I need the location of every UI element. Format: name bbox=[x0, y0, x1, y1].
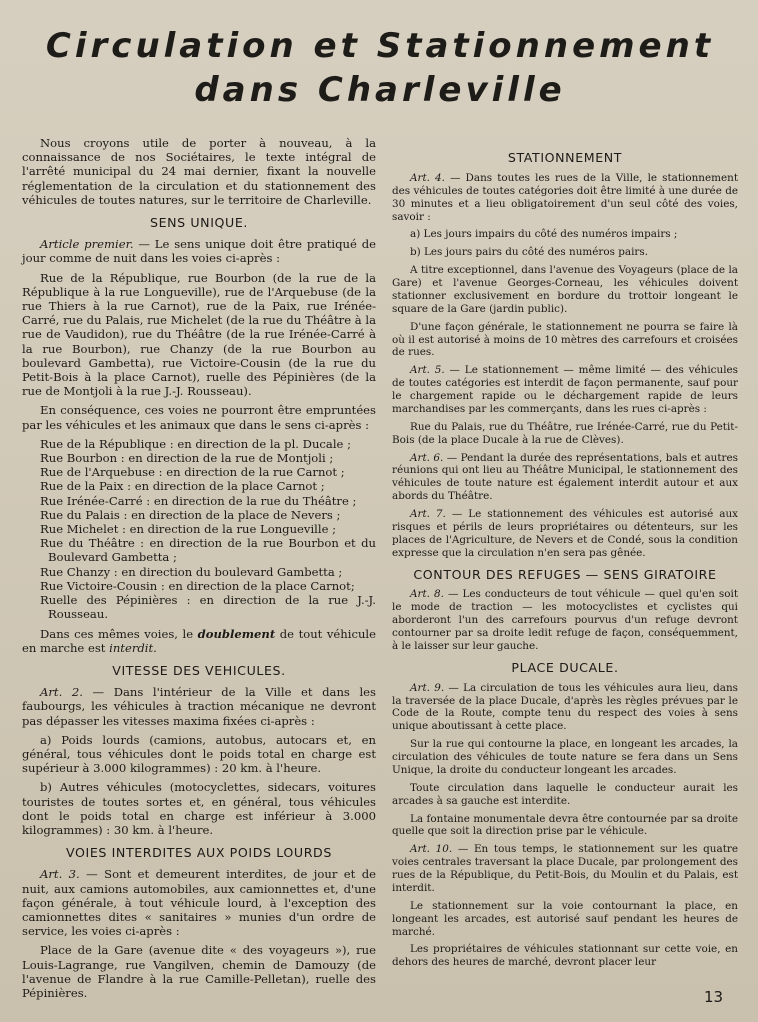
article-2 bbox=[22, 685, 376, 728]
article-10-label: Art. 10. bbox=[410, 843, 453, 856]
article-6-text: — Pendant la durée des représentations, bals et autres réunions qui ont lieu au Théâtre Municipal, le stationnement des véhicules de toute nature est également interdit autour et aux abords du Théâtre. bbox=[392, 451, 738, 503]
doublement-text-c: de tout véhicule en marche est bbox=[22, 626, 376, 655]
doublement-interdit: interdit. bbox=[109, 640, 157, 655]
article-7-label: Art. 7. bbox=[410, 508, 446, 520]
article-10-b: Le stationnement sur la voie contournant la place, en longeant les arcades, est autorisé sauf pendant les heures de marché. bbox=[392, 899, 738, 938]
direction-item: Rue Victoire-Cousin : en direction de la place Carnot; bbox=[40, 578, 355, 593]
article-1 bbox=[22, 237, 376, 265]
article-4-b: b) Les jours pairs du côté des numéros pairs. bbox=[410, 246, 649, 259]
heading-voies-interdites: VOIES INTERDITES AUX POIDS LOURDS bbox=[66, 845, 332, 861]
direction-item: Rue de l'Arquebuse : en direction de la rue Carnot ; bbox=[40, 465, 345, 480]
article-8-text: — Les conducteurs de tout véhicule — quel qu'en soit le mode de traction — les motocyclistes et cyclistes qui aborderont l'un des carrefours pourvus d'un refuge devront contourner par sa droite ledit refuge de façon, conséquemment, à le laisser sur leur gauche. bbox=[392, 588, 739, 652]
direction-item: Rue du Théâtre : en direction de la rue Bourbon et du Boulevard Gambetta ; bbox=[40, 536, 376, 565]
article-4-label: Art. 4. bbox=[410, 171, 445, 184]
article-5-label: Art. 5. bbox=[410, 364, 445, 377]
heading-contour-refuges: CONTOUR DES REFUGES — SENS GIRATOIRE bbox=[413, 566, 717, 582]
article-2-a: a) Poids lourds (camions, autobus, autocars et, en général, tous véhicules dont le poids total en charge est supérieur à 3.000 kilogrammes) : 20 km. à l'heure. bbox=[22, 732, 376, 776]
article-7-text: — Le stationnement des véhicules est autorisé aux risques et périls de leurs propriétaires ou détenteurs, sur les places de l'Agriculture, de Nevers et de Condé, sous la condition expresse que la circulation n'en sera pas gênée. bbox=[392, 508, 739, 559]
article-5-list: Rue du Palais, rue du Théâtre, rue Irénée-Carré, rue du Petit-Bois (de la place Ducale à la rue de Clèves). bbox=[392, 420, 738, 446]
article-5-text: — Le stationnement — même limité — des véhicules de toutes catégories est interdit de façon permanente, sauf pour le chargement rapide ou le déchargement rapide de leurs marchandises par les commerçants, dans les rues ci-après : bbox=[392, 364, 738, 415]
heading-stationnement: STATIONNEMENT bbox=[507, 150, 623, 165]
page-title-line-2: dans Charleville bbox=[194, 70, 566, 110]
article-3-text: — Sont et demeurent interdites, de jour et de nuit, aux camions automobiles, aux camionnettes et, d'une façon générale, à tout véhicule lourd, à l'exception des camionnettes dites « sanitaires » munies d'un ordre de service, les voies ci-après : bbox=[22, 867, 377, 939]
direction-list bbox=[22, 437, 376, 622]
doublement-paragraph bbox=[22, 627, 376, 655]
heading-sens-unique: SENS UNIQUE. bbox=[149, 215, 248, 231]
direction-item: Rue de la République : en direction de la pl. Ducale ; bbox=[40, 436, 351, 451]
page-number: 13 bbox=[704, 988, 724, 1006]
direction-item: Rue de la Paix : en direction de la place Carnot ; bbox=[40, 479, 325, 494]
left-column bbox=[22, 136, 376, 1005]
article-9-b: Sur la rue qui contourne la place, en longeant les arcades, la circulation des véhicules de toute nature se fera dans un Sens Unique, la droite du conducteur longeant les arcades. bbox=[392, 738, 738, 776]
article-7 bbox=[392, 508, 738, 560]
article-10 bbox=[392, 843, 738, 895]
direction-item: Rue Irénée-Carré : en direction de la rue du Théâtre ; bbox=[40, 493, 357, 508]
article-3-label: Art. 3. bbox=[40, 867, 80, 882]
direction-item: Rue Bourbon : en direction de la rue de Montjoli ; bbox=[40, 451, 334, 466]
article-3 bbox=[22, 867, 376, 938]
article-4-a: a) Les jours impairs du côté des numéros impairs ; bbox=[410, 228, 678, 241]
right-column bbox=[392, 152, 738, 974]
direction-item: Ruelle des Pépinières : en direction de la rue J.-J. Rousseau. bbox=[40, 593, 376, 622]
article-4-general: D'une façon générale, le stationnement ne pourra se faire là où il est autorisé à moins de 10 mètres des carrefours et croisées de rues. bbox=[392, 320, 738, 359]
article-9-c: Toute circulation dans laquelle le conducteur aurait les arcades à sa gauche est interdite. bbox=[392, 781, 738, 807]
doublement-text-a: Dans ces mêmes voies, le bbox=[40, 626, 198, 641]
article-1-label: Article premier. bbox=[40, 237, 134, 252]
doublement-emphasis: doublement bbox=[197, 626, 276, 641]
article-2-label: Art. 2. bbox=[40, 685, 83, 700]
direction-item: Rue du Palais : en direction de la place de Nevers ; bbox=[40, 507, 341, 522]
article-10-c: Les propriétaires de véhicules stationnant sur cette voie, en dehors des heures de marché, devront placer leur bbox=[392, 943, 738, 969]
article-4-exception: A titre exceptionnel, dans l'avenue des Voyageurs (place de la Gare) et l'avenue Georges-Corneau, les véhicules doivent stationner exclusivement en bordure du trottoir longeant le square de la Gare (jardin public). bbox=[392, 264, 738, 315]
article-6 bbox=[392, 452, 738, 504]
article-8-label: Art. 8. bbox=[410, 588, 444, 601]
article-4 bbox=[392, 172, 738, 224]
direction-item: Rue Chanzy : en direction du boulevard Gambetta ; bbox=[40, 564, 343, 579]
article-4-text: — Dans toutes les rues de la Ville, le stationnement des véhicules de toutes catégories doit être limité à une durée de 30 minutes et a lieu obligatoirement d'un seul côté des voies, savoir : bbox=[392, 171, 738, 223]
article-5 bbox=[392, 364, 738, 416]
direction-item: Rue Michelet : en direction de la rue Longueville ; bbox=[40, 522, 337, 537]
article-9-text: — La circulation de tous les véhicules aura lieu, dans la traversée de la place Ducale, d'après les règles prévues par le Code de la Route, compte tenu du respect des voies à sens unique aboutissant à cette place. bbox=[392, 681, 738, 733]
article-10-text: — En tous temps, le stationnement sur les quatre voies centrales traversant la place Ducale, par prolongement des rues de la République, du Petit-Bois, du Moulin et du Palais, est interdit. bbox=[392, 843, 738, 894]
article-1-text: — Le sens unique doit être pratiqué de jour comme de nuit dans les voies ci-après : bbox=[22, 237, 376, 266]
article-2-b: b) Autres véhicules (motocyclettes, sidecars, voitures touristes de toutes sortes et, en général, tous véhicules dont le poids total en charge est inférieur à 3.000 kilogrammes) : 30 km. à l'heure. bbox=[22, 780, 376, 837]
heading-vitesse: VITESSE DES VEHICULES. bbox=[112, 662, 286, 678]
intro-paragraph: Nous croyons utile de porter à nouveau, à la connaissance de nos Sociétaires, le texte intégral de l'arrêté municipal du 24 mai dernier, fixant la nouvelle réglementation de la circulation et du stationnement des véhicules de toutes natures, sur le territoire de Charleville. bbox=[22, 136, 376, 207]
article-9 bbox=[392, 682, 738, 734]
article-2-text: — Dans l'intérieur de la Ville et dans les faubourgs, les véhicules à traction mécanique ne devront pas dépasser les vitesses maxima fixées ci-après : bbox=[22, 685, 376, 728]
article-9-label: Art. 9. bbox=[410, 681, 445, 694]
article-9-d: La fontaine monumentale devra être contournée par sa droite quelle que soit la direction prise par le véhicule. bbox=[392, 812, 738, 838]
article-3-list: Place de la Gare (avenue dite « des voyageurs »), rue Louis-Lagrange, rue Vangilven, chemin de Damouzy (de l'avenue de Flandre à la rue Camille-Pelletan), ruelle des Pépinières. bbox=[22, 943, 376, 1000]
heading-place-ducale: PLACE DUCALE. bbox=[511, 659, 619, 675]
consequence-paragraph: En conséquence, ces voies ne pourront être empruntées par les véhicules et les animaux que dans le sens ci-après : bbox=[22, 403, 376, 432]
article-8 bbox=[392, 588, 738, 652]
article-6-label: Art. 6. bbox=[410, 451, 444, 464]
page-title: Circulation et Stationnement bbox=[45, 26, 715, 66]
one-way-streets: Rue de la République, rue Bourbon (de la rue de la République à la rue Longueville), rue de l'Arquebuse (de la rue Thiers à la rue Carnot), rue de la Paix, rue Irénée-Carré, rue du Palais, rue Michelet (de la rue du Théâtre à la rue de Vaudidon), rue du Théâtre (de la rue Irénée-Carré à la rue Bourbon), rue Chanzy (de la rue Bourbon au boulevard Gambetta), rue Victoire-Cousin (de la rue du Petit-Bois à la place Carnot), ruelle des Pépinières (de la rue de Montjoli à la rue J.-J. Rousseau). bbox=[22, 270, 376, 399]
